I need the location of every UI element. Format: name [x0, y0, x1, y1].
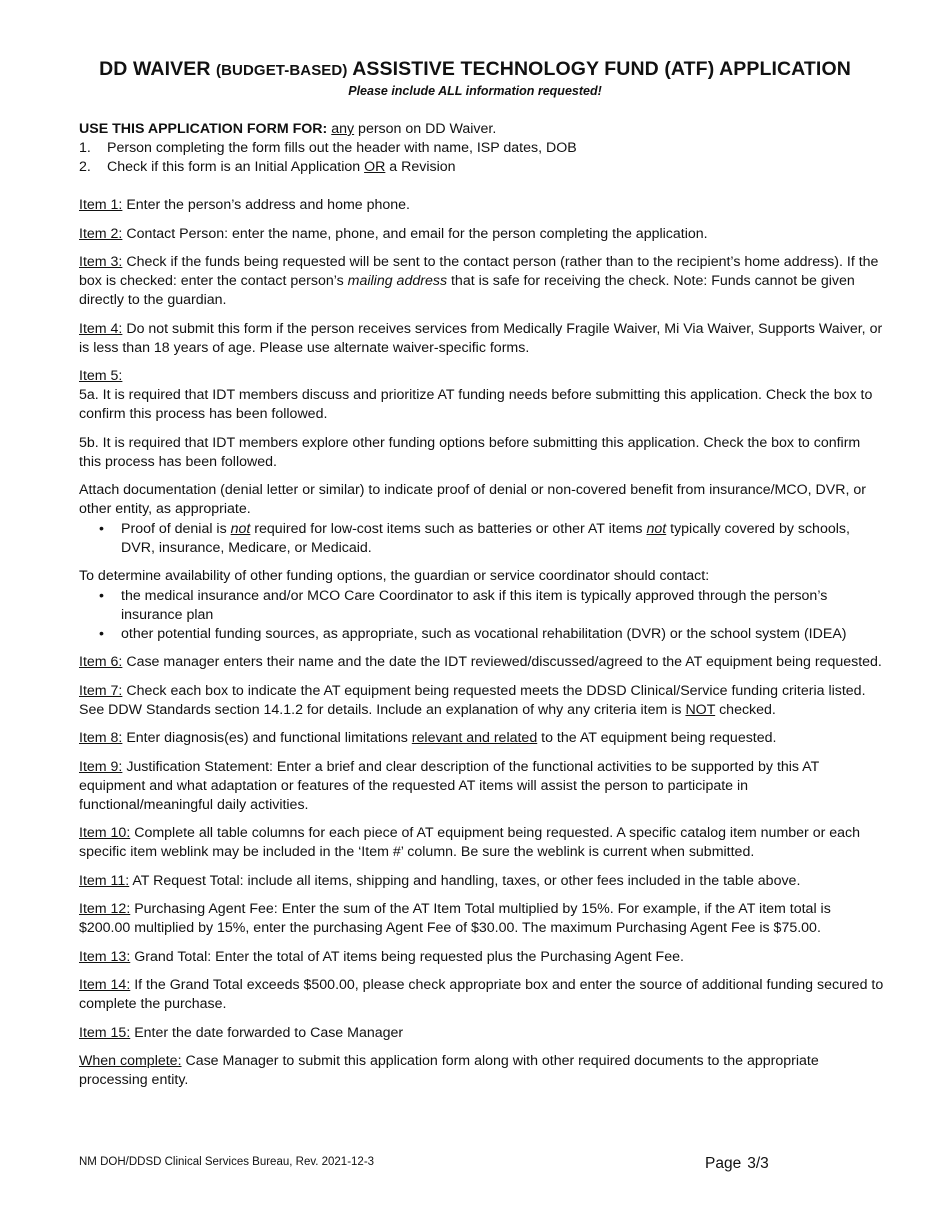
item-9: Item 9: Justification Statement: Enter a brief and clear description of the functional activities to be supported by this AT equipment and what adaptation or features of the requested AT items will assist the person to participate in functional/meaningful daily activities. [79, 758, 819, 813]
item-5-attach: Attach documentation (denial letter or similar) to indicate proof of denial or non-covered benefit from insurance/MCO, DVR, or other entity, as appropriate. [79, 482, 866, 517]
item-5b: 5b. It is required that IDT members explore other funding options before submitting this application. Check the box to confirm this process has been followed. [79, 434, 861, 470]
intro-steps [79, 139, 884, 177]
footer-revision: NM DOH/DDSD Clinical Services Bureau, Rev. 2021-12-3 [79, 1156, 375, 1168]
list-item: • the medical insurance and/or MCO Care Coordinator to ask if this item is typically approved through the person’s insurance plan [79, 587, 884, 625]
page-number: Page 3/3 [705, 1155, 769, 1172]
denial-bullets [79, 520, 884, 558]
when-complete: When complete: Case Manager to submit this application form along with other required documents to the appropriate processing entity. [79, 1053, 819, 1088]
item-4: Item 4: Do not submit this form if the person receives services from Medically Fragile Waiver, Mi Via Waiver, Supports Waiver, or is less than 18 years of age. Please use alternate waiver-specific forms. [79, 320, 883, 356]
contact-bullets [79, 587, 884, 644]
item-12: Item 12: Purchasing Agent Fee: Enter the sum of the AT Item Total multiplied by 15%. For example, if the AT item total is $200.00 multiplied by 15%, enter the purchasing Agent Fee of $30.00. The maximum Purchasing Agent Fee is $75.00. [79, 901, 831, 936]
item-7: Item 7: Check each box to indicate the AT equipment being requested meets the DDSD Clinical/Service funding criteria listed. See DDW Standards section 14.1.2 for details. Include an explanation of why any criteria item is NOT checked. [79, 682, 866, 718]
page-title: DD WAIVER (BUDGET-BASED) ASSISTIVE TECHNOLOGY FUND (ATF) APPLICATION [99, 58, 851, 80]
page-subtitle: Please include ALL information requested! [348, 84, 602, 98]
item-2: Item 2: Contact Person: enter the name, phone, and email for the person completing the application. [79, 225, 708, 242]
item-10: Item 10: Complete all table columns for each piece of AT equipment being requested. A specific catalog item number or each specific item weblink may be included in the ‘Item #’ column. Be sure the weblink is current when submitted. [79, 825, 861, 860]
item-5-determine: To determine availability of other funding options, the guardian or service coordinator should contact: [79, 568, 710, 584]
item-3: Item 3: Check if the funds being requested will be sent to the contact person (rather than to the recipient’s home address). If the box is checked: enter the contact person’s mailing address that is safe for receiving the check. Note: Funds cannot be given directly to the guardian. [79, 254, 879, 308]
item-14: Item 14: If the Grand Total exceeds $500.00, please check appropriate box and enter the source of additional funding secured to complete the purchase. [79, 977, 884, 1012]
item-8: Item 8: Enter diagnosis(es) and functional limitations relevant and related to the AT equipment being requested. [79, 730, 777, 746]
list-item: • Proof of denial is not required for low-cost items such as batteries or other AT items not typically covered by schools, DVR, insurance, Medicare, or Medicaid. [79, 520, 884, 558]
list-item: • other potential funding sources, as appropriate, such as vocational rehabilitation (DVR) or the school system (IDEA) [79, 625, 884, 644]
item-15: Item 15: Enter the date forwarded to Case Manager [79, 1024, 404, 1041]
list-item: 2. Check if this form is an Initial Application OR a Revision [79, 159, 456, 175]
instructions-body [79, 120, 884, 1100]
item-5-label: Item 5: [79, 368, 123, 384]
item-1: Item 1: Enter the person’s address and home phone. [79, 197, 410, 213]
use-form-for: USE THIS APPLICATION FORM FOR: any person on DD Waiver. [79, 121, 497, 137]
item-11: Item 11: AT Request Total: include all items, shipping and handling, taxes, or other fees included in the table above. [79, 872, 801, 889]
list-item: 1. Person completing the form fills out the header with name, ISP dates, DOB [79, 140, 577, 156]
item-13: Item 13: Grand Total: Enter the total of AT items being requested plus the Purchasing Agent Fee. [79, 948, 684, 965]
item-5a: 5a. It is required that IDT members discuss and prioritize AT funding needs before submitting this application. Check the box to confirm this process has been followed. [79, 387, 873, 422]
item-6: Item 6: Case manager enters their name and the date the IDT reviewed/discussed/agreed to the AT equipment being requested. [79, 654, 882, 670]
